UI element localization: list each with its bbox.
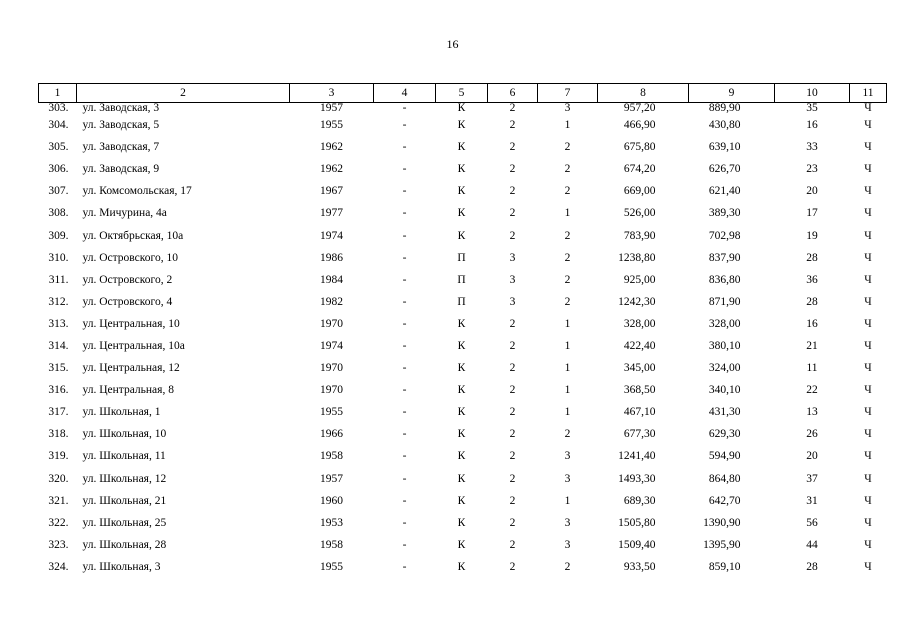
material-cell: К: [457, 362, 466, 375]
address-cell: ул. Комсомольская, 17: [82, 185, 192, 198]
entrances-cell: 1: [564, 207, 571, 220]
table-row: [39, 357, 887, 379]
column-header: 6: [488, 84, 538, 103]
column-header: 7: [538, 84, 598, 103]
address-cell: ул. Школьная, 11: [82, 450, 166, 463]
entrances-cell: 3: [564, 102, 571, 114]
column-header: 10: [775, 84, 850, 103]
material-cell: К: [457, 472, 466, 485]
entrances-cell: 1: [564, 339, 571, 352]
living-area-cell: 594,90: [708, 450, 741, 463]
col11-cell: Ч: [864, 207, 872, 220]
living-area-cell: 1390,90: [703, 516, 741, 529]
entrances-cell: 2: [564, 163, 571, 176]
column-header: 2: [77, 84, 290, 103]
col11-cell: Ч: [864, 102, 872, 114]
material-cell: К: [457, 428, 466, 441]
row-number-cell: 306.: [48, 163, 69, 176]
col4-cell: -: [402, 295, 407, 308]
entrances-cell: 3: [564, 516, 571, 529]
floors-cell: 2: [509, 141, 516, 154]
table-row: [39, 202, 887, 224]
apartments-cell: 44: [806, 538, 818, 551]
living-area-cell: 431,30: [708, 406, 741, 419]
material-cell: К: [457, 141, 466, 154]
total-area-cell: 1493,30: [618, 472, 656, 485]
col4-cell: -: [402, 560, 407, 573]
living-area-cell: 621,40: [708, 185, 741, 198]
living-area-cell: 836,80: [708, 273, 741, 286]
material-cell: К: [457, 450, 466, 463]
living-area-cell: 864,80: [708, 472, 741, 485]
row-number-cell: 321.: [48, 494, 69, 507]
col11-cell: Ч: [864, 163, 872, 176]
col11-cell: Ч: [864, 384, 872, 397]
floors-cell: 2: [509, 163, 516, 176]
floors-cell: 2: [509, 450, 516, 463]
entrances-cell: 2: [564, 273, 571, 286]
row-number-cell: 307.: [48, 185, 69, 198]
total-area-cell: 1509,40: [618, 538, 656, 551]
table-row: [39, 468, 887, 490]
living-area-cell: 380,10: [708, 339, 741, 352]
year-cell: 1957: [320, 102, 343, 114]
entrances-cell: 1: [564, 119, 571, 132]
material-cell: К: [457, 384, 466, 397]
col11-cell: Ч: [864, 428, 872, 441]
total-area-cell: 783,90: [623, 229, 656, 242]
col4-cell: -: [402, 406, 407, 419]
living-area-cell: 702,98: [708, 229, 741, 242]
living-area-cell: 324,00: [708, 362, 741, 375]
total-area-cell: 422,40: [623, 339, 656, 352]
total-area-cell: 675,80: [623, 141, 656, 154]
address-cell: ул. Центральная, 10: [82, 317, 180, 330]
col11-cell: Ч: [864, 317, 872, 330]
total-area-cell: 1241,40: [618, 450, 656, 463]
material-cell: К: [457, 406, 466, 419]
column-header: 3: [290, 84, 374, 103]
floors-cell: 3: [509, 295, 516, 308]
apartments-cell: 31: [806, 494, 818, 507]
address-cell: ул. Центральная, 12: [82, 362, 180, 375]
row-number-cell: 313.: [48, 317, 69, 330]
entrances-cell: 2: [564, 229, 571, 242]
row-number-cell: 316.: [48, 384, 69, 397]
col11-cell: Ч: [864, 362, 872, 375]
floors-cell: 2: [509, 384, 516, 397]
entrances-cell: 2: [564, 560, 571, 573]
col4-cell: -: [402, 119, 407, 132]
living-area-cell: 629,30: [708, 428, 741, 441]
address-cell: ул. Островского, 10: [82, 251, 178, 264]
table-row: [39, 534, 887, 556]
row-number-cell: 314.: [48, 339, 69, 352]
column-header: 5: [436, 84, 488, 103]
total-area-cell: 526,00: [623, 207, 656, 220]
entrances-cell: 1: [564, 362, 571, 375]
table-header-row: [39, 84, 887, 103]
row-number-cell: 308.: [48, 207, 69, 220]
year-cell: 1957: [320, 472, 343, 485]
col11-cell: Ч: [864, 339, 872, 352]
row-number-cell: 322.: [48, 516, 69, 529]
apartments-cell: 17: [806, 207, 818, 220]
apartments-cell: 36: [806, 273, 818, 286]
year-cell: 1970: [320, 384, 343, 397]
table-row: [39, 291, 887, 313]
col4-cell: -: [402, 362, 407, 375]
year-cell: 1977: [320, 207, 343, 220]
col11-cell: Ч: [864, 185, 872, 198]
material-cell: К: [457, 229, 466, 242]
material-cell: К: [457, 163, 466, 176]
address-cell: ул. Октябрьская, 10а: [82, 229, 184, 242]
table-row: [39, 114, 887, 136]
entrances-cell: 3: [564, 450, 571, 463]
col4-cell: -: [402, 163, 407, 176]
column-header: 8: [598, 84, 689, 103]
living-area-cell: 889,90: [708, 102, 741, 114]
year-cell: 1958: [320, 538, 343, 551]
floors-cell: 2: [509, 317, 516, 330]
year-cell: 1955: [320, 119, 343, 132]
floors-cell: 2: [509, 229, 516, 242]
total-area-cell: 1505,80: [618, 516, 656, 529]
table-row: [39, 335, 887, 357]
material-cell: К: [457, 185, 466, 198]
col11-cell: Ч: [864, 119, 872, 132]
entrances-cell: 1: [564, 494, 571, 507]
row-number-cell: 303.: [48, 102, 69, 114]
address-cell: ул. Мичурина, 4а: [82, 207, 167, 220]
year-cell: 1962: [320, 141, 343, 154]
living-area-cell: 626,70: [708, 163, 741, 176]
column-header: 4: [374, 84, 436, 103]
row-number-cell: 305.: [48, 141, 69, 154]
material-cell: К: [457, 494, 466, 507]
apartments-cell: 56: [806, 516, 818, 529]
table-row: [39, 158, 887, 180]
apartments-cell: 28: [806, 295, 818, 308]
floors-cell: 2: [509, 538, 516, 551]
address-cell: ул. Школьная, 1: [82, 406, 161, 419]
total-area-cell: 674,20: [623, 163, 656, 176]
living-area-cell: 859,10: [708, 560, 741, 573]
living-area-cell: 639,10: [708, 141, 741, 154]
apartments-cell: 16: [806, 317, 818, 330]
apartments-cell: 20: [806, 450, 818, 463]
col4-cell: -: [402, 273, 407, 286]
col4-cell: -: [402, 339, 407, 352]
col4-cell: -: [402, 251, 407, 264]
row-number-cell: 320.: [48, 472, 69, 485]
column-header: 9: [689, 84, 775, 103]
apartments-cell: 26: [806, 428, 818, 441]
address-cell: ул. Школьная, 21: [82, 494, 167, 507]
living-area-cell: 871,90: [708, 295, 741, 308]
col4-cell: -: [402, 538, 407, 551]
total-area-cell: 328,00: [623, 317, 656, 330]
floors-cell: 2: [509, 494, 516, 507]
table-row: [39, 103, 887, 115]
col4-cell: -: [402, 472, 407, 485]
col4-cell: -: [402, 207, 407, 220]
table-row: [39, 512, 887, 534]
year-cell: 1958: [320, 450, 343, 463]
col11-cell: Ч: [864, 472, 872, 485]
floors-cell: 3: [509, 273, 516, 286]
address-cell: ул. Школьная, 25: [82, 516, 167, 529]
col11-cell: Ч: [864, 494, 872, 507]
entrances-cell: 2: [564, 295, 571, 308]
address-cell: ул. Школьная, 12: [82, 472, 167, 485]
floors-cell: 2: [509, 207, 516, 220]
entrances-cell: 3: [564, 472, 571, 485]
total-area-cell: 467,10: [623, 406, 656, 419]
housing-table: [38, 83, 887, 578]
apartments-cell: 35: [806, 102, 818, 114]
address-cell: ул. Центральная, 8: [82, 384, 174, 397]
address-cell: ул. Школьная, 3: [82, 560, 161, 573]
year-cell: 1984: [320, 273, 343, 286]
col4-cell: -: [402, 384, 407, 397]
living-area-cell: 389,30: [708, 207, 741, 220]
address-cell: ул. Островского, 2: [82, 273, 173, 286]
living-area-cell: 430,80: [708, 119, 741, 132]
table-row: [39, 401, 887, 423]
floors-cell: 2: [509, 406, 516, 419]
year-cell: 1986: [320, 251, 343, 264]
address-cell: ул. Заводская, 5: [82, 119, 160, 132]
material-cell: К: [457, 119, 466, 132]
row-number-cell: 312.: [48, 295, 69, 308]
table-row: [39, 269, 887, 291]
col11-cell: Ч: [864, 251, 872, 264]
col11-cell: Ч: [864, 516, 872, 529]
apartments-cell: 13: [806, 406, 818, 419]
entrances-cell: 1: [564, 384, 571, 397]
material-cell: П: [457, 295, 466, 308]
total-area-cell: 677,30: [623, 428, 656, 441]
entrances-cell: 2: [564, 428, 571, 441]
year-cell: 1966: [320, 428, 343, 441]
col4-cell: -: [402, 317, 407, 330]
total-area-cell: 669,00: [623, 185, 656, 198]
apartments-cell: 19: [806, 229, 818, 242]
apartments-cell: 37: [806, 472, 818, 485]
row-number-cell: 309.: [48, 229, 69, 242]
col11-cell: Ч: [864, 141, 872, 154]
material-cell: К: [457, 538, 466, 551]
apartments-cell: 22: [806, 384, 818, 397]
row-number-cell: 324.: [48, 560, 69, 573]
table-row: [39, 556, 887, 578]
row-number-cell: 319.: [48, 450, 69, 463]
col4-cell: -: [402, 185, 407, 198]
year-cell: 1955: [320, 406, 343, 419]
row-number-cell: 323.: [48, 538, 69, 551]
apartments-cell: 11: [806, 362, 818, 375]
table-row: [39, 247, 887, 269]
year-cell: 1970: [320, 317, 343, 330]
col4-cell: -: [402, 229, 407, 242]
material-cell: К: [457, 102, 466, 114]
apartments-cell: 20: [806, 185, 818, 198]
row-number-cell: 311.: [48, 273, 69, 286]
total-area-cell: 933,50: [623, 560, 656, 573]
living-area-cell: 340,10: [708, 384, 741, 397]
table-row: [39, 445, 887, 467]
total-area-cell: 368,50: [623, 384, 656, 397]
apartments-cell: 28: [806, 560, 818, 573]
floors-cell: 2: [509, 102, 516, 114]
year-cell: 1960: [320, 494, 343, 507]
table-row: [39, 379, 887, 401]
col4-cell: -: [402, 428, 407, 441]
row-number-cell: 310.: [48, 251, 69, 264]
row-number-cell: 304.: [48, 119, 69, 132]
table-row: [39, 224, 887, 246]
col11-cell: Ч: [864, 273, 872, 286]
living-area-cell: 328,00: [708, 317, 741, 330]
entrances-cell: 2: [564, 185, 571, 198]
floors-cell: 2: [509, 560, 516, 573]
apartments-cell: 16: [806, 119, 818, 132]
entrances-cell: 2: [564, 251, 571, 264]
floors-cell: 3: [509, 251, 516, 264]
row-number-cell: 317.: [48, 406, 69, 419]
apartments-cell: 28: [806, 251, 818, 264]
col4-cell: -: [402, 494, 407, 507]
address-cell: ул. Школьная, 10: [82, 428, 167, 441]
floors-cell: 2: [509, 472, 516, 485]
floors-cell: 2: [509, 185, 516, 198]
table-row: [39, 136, 887, 158]
living-area-cell: 1395,90: [703, 538, 741, 551]
address-cell: ул. Центральная, 10а: [82, 339, 185, 352]
entrances-cell: 2: [564, 141, 571, 154]
material-cell: К: [457, 207, 466, 220]
floors-cell: 2: [509, 362, 516, 375]
address-cell: ул. Заводская, 9: [82, 163, 160, 176]
total-area-cell: 466,90: [623, 119, 656, 132]
total-area-cell: 1238,80: [618, 251, 656, 264]
col11-cell: Ч: [864, 406, 872, 419]
year-cell: 1970: [320, 362, 343, 375]
year-cell: 1974: [320, 229, 343, 242]
total-area-cell: 689,30: [623, 494, 656, 507]
address-cell: ул. Островского, 4: [82, 295, 173, 308]
year-cell: 1953: [320, 516, 343, 529]
year-cell: 1967: [320, 185, 343, 198]
total-area-cell: 925,00: [623, 273, 656, 286]
year-cell: 1974: [320, 339, 343, 352]
col11-cell: Ч: [864, 229, 872, 242]
table-row: [39, 490, 887, 512]
floors-cell: 2: [509, 119, 516, 132]
material-cell: К: [457, 560, 466, 573]
apartments-cell: 21: [806, 339, 818, 352]
row-number-cell: 318.: [48, 428, 69, 441]
material-cell: П: [457, 273, 466, 286]
col4-cell: -: [402, 102, 407, 114]
material-cell: К: [457, 317, 466, 330]
year-cell: 1955: [320, 560, 343, 573]
table-body: [39, 103, 887, 578]
material-cell: К: [457, 516, 466, 529]
entrances-cell: 1: [564, 317, 571, 330]
floors-cell: 2: [509, 516, 516, 529]
col4-cell: -: [402, 450, 407, 463]
year-cell: 1982: [320, 295, 343, 308]
living-area-cell: 837,90: [708, 251, 741, 264]
apartments-cell: 23: [806, 163, 818, 176]
col11-cell: Ч: [864, 450, 872, 463]
col11-cell: Ч: [864, 560, 872, 573]
row-number-cell: 315.: [48, 362, 69, 375]
total-area-cell: 1242,30: [618, 295, 656, 308]
material-cell: П: [457, 251, 466, 264]
entrances-cell: 3: [564, 538, 571, 551]
column-header: 11: [850, 84, 887, 103]
total-area-cell: 957,20: [623, 102, 656, 114]
floors-cell: 2: [509, 339, 516, 352]
apartments-cell: 33: [806, 141, 818, 154]
col4-cell: -: [402, 141, 407, 154]
table-row: [39, 313, 887, 335]
address-cell: ул. Заводская, 3: [82, 102, 160, 114]
table-row: [39, 180, 887, 202]
page-number: 16: [446, 37, 459, 51]
column-header: 1: [39, 84, 77, 103]
year-cell: 1962: [320, 163, 343, 176]
address-cell: ул. Заводская, 7: [82, 141, 160, 154]
living-area-cell: 642,70: [708, 494, 741, 507]
material-cell: К: [457, 339, 466, 352]
address-cell: ул. Школьная, 28: [82, 538, 167, 551]
entrances-cell: 1: [564, 406, 571, 419]
total-area-cell: 345,00: [623, 362, 656, 375]
floors-cell: 2: [509, 428, 516, 441]
col11-cell: Ч: [864, 295, 872, 308]
table-row: [39, 423, 887, 445]
col4-cell: -: [402, 516, 407, 529]
col11-cell: Ч: [864, 538, 872, 551]
